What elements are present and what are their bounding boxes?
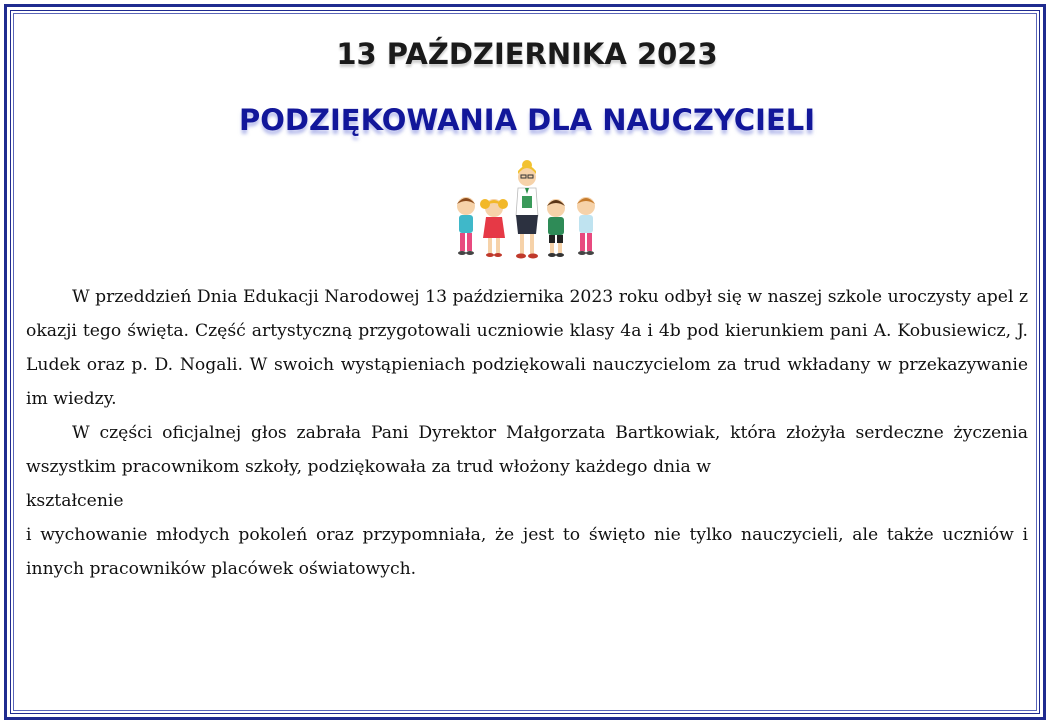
child-figure-3 (547, 199, 565, 257)
teacher-with-children-icon (452, 160, 602, 264)
date-heading: 13 PAŹDZIERNIKA 2023 (336, 37, 718, 71)
child-figure-1 (457, 197, 475, 255)
article-paragraph-2b: kształcenie (26, 491, 124, 511)
article-paragraph-2c: i wychowanie młodych pokoleń oraz przypomniała, że jest to święto nie tylko nauczycieli, ale także uczniów i innych pracowników placówek oświatowych. (26, 525, 1028, 579)
teacher-figure (516, 160, 538, 259)
article-container (26, 30, 1028, 586)
article-paragraph-1: W przeddzień Dnia Edukacji Narodowej 13 października 2023 roku odbył się w naszej szkole uroczysty apel z okazji tego święta. Część artystyczną przygotowali uczniowie klasy 4a i 4b pod kierunkiem pani A. Kobusiewicz, J. Ludek oraz p. D. Nogali. W swoich wystąpieniach podziękowali nauczycielom za trud wkładany w przekazywanie im wiedzy. (26, 287, 1028, 409)
article-paragraph-2a: W części oficjalnej głos zabrała Pani Dyrektor Małgorzata Bartkowiak, która złożyła serdeczne życzenia wszystkim pracownikom szkoły, podziękowała za trud włożony każdego dnia w (26, 423, 1028, 477)
child-figure-4 (577, 197, 595, 255)
page-title: PODZIĘKOWANIA DLA NAUCZYCIELI (238, 103, 816, 137)
article-body (26, 280, 1028, 586)
child-figure-2 (480, 199, 508, 257)
